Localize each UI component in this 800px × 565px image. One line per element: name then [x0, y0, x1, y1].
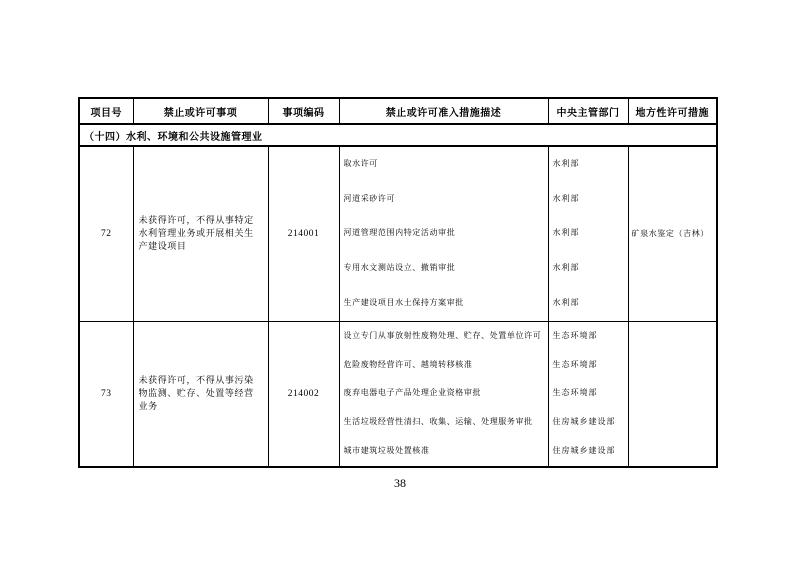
local-measure: 矿泉水鉴定（吉林） — [628, 146, 717, 321]
measure-item: 生产建设项目水土保持方案审批 — [343, 297, 464, 307]
department-name: 水利部 — [552, 159, 580, 169]
measure-item: 废弃电器电子产品处理企业资格审批 — [343, 388, 482, 398]
department-name: 水利部 — [552, 228, 580, 238]
department-name: 生态环境部 — [552, 388, 598, 398]
measures-cell — [339, 321, 548, 467]
department-name: 生态环境部 — [552, 359, 598, 369]
section-row — [79, 124, 717, 146]
measures-cell — [339, 146, 548, 321]
departments-cell — [548, 146, 628, 321]
page-number: 38 — [394, 476, 406, 490]
section-title: （十四）水利、环境和公共设施管理业 — [79, 124, 717, 146]
department-name: 水利部 — [552, 263, 580, 273]
header-item-code: 事项编码 — [268, 98, 339, 124]
department-name: 住房城乡建设部 — [552, 417, 616, 427]
measure-item: 河道管理范围内特定活动审批 — [343, 228, 456, 238]
row-number: 73 — [79, 321, 133, 467]
table-row — [79, 146, 717, 321]
measure-item: 河道采砂许可 — [343, 193, 396, 203]
measure-item: 生活垃圾经营性清扫、收集、运输、处理服务审批 — [343, 417, 533, 427]
department-name: 水利部 — [552, 297, 580, 307]
header-measure-description: 禁止或许可准入措施描述 — [339, 98, 548, 124]
item-code: 214002 — [268, 321, 339, 467]
table-row — [79, 321, 717, 467]
measure-item: 设立专门从事放射性废物处理、贮存、处置单位许可 — [343, 330, 542, 340]
measure-item: 危险废物经营许可、越境转移核准 — [343, 359, 473, 369]
header-central-department: 中央主管部门 — [548, 98, 628, 124]
department-name: 生态环境部 — [552, 330, 598, 340]
departments-cell — [548, 321, 628, 467]
row-number: 72 — [79, 146, 133, 321]
header-project-number: 项目号 — [79, 98, 133, 124]
prohibited-item-text: 未获得许可，不得从事特定水利管理业务或开展相关生产建设项目 — [133, 146, 268, 321]
item-code: 214001 — [268, 146, 339, 321]
measure-item: 城市建筑垃圾处置核准 — [343, 446, 430, 456]
table-header-row — [79, 98, 717, 124]
measure-item: 专用水文测站设立、撤销审批 — [343, 263, 456, 273]
department-name: 水利部 — [552, 193, 580, 203]
license-restriction-table — [78, 97, 718, 468]
header-prohibited-item: 禁止或许可事项 — [133, 98, 268, 124]
local-measure — [628, 321, 717, 467]
prohibited-item-text: 未获得许可，不得从事污染物监测、贮存、处置等经营业务 — [133, 321, 268, 467]
department-name: 住房城乡建设部 — [552, 446, 616, 456]
header-local-measures: 地方性许可措施 — [628, 98, 717, 124]
measure-item: 取水许可 — [343, 159, 378, 169]
